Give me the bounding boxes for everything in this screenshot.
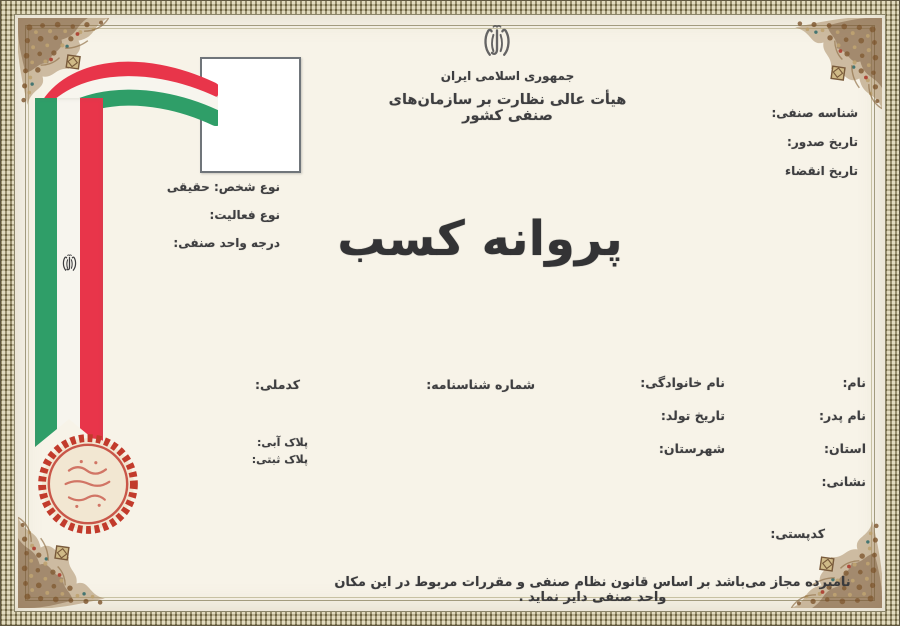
issue-fields xyxy=(771,106,858,193)
field-guild-id: شناسه صنفی: xyxy=(771,106,858,120)
document-title: پروانه کسب xyxy=(337,211,623,267)
field-family-name: نام خانوادگی: xyxy=(640,375,725,390)
field-person-type: نوع شخص: حقیقی xyxy=(166,180,280,194)
field-blue-plate: پلاک آبی: xyxy=(256,436,308,449)
entity-fields xyxy=(167,180,280,264)
field-address: نشانی: xyxy=(821,474,866,489)
red-seal-stamp xyxy=(32,428,144,540)
field-activity-type: نوع فعالیت: xyxy=(209,208,280,222)
field-province: استان: xyxy=(823,441,866,456)
field-expiry-date: تاریخ انقضاء xyxy=(785,164,858,178)
field-name: نام: xyxy=(842,375,866,390)
country-title: جمهوری اسلامی ایران xyxy=(440,69,575,83)
allah-emblem-icon xyxy=(60,252,79,276)
footer-statement: نامبرده مجاز می‌باشد بر اساس قانون نظام صنفی و مقررات مربوط در این مکان واحد صنفی دایر نماید . xyxy=(334,575,851,605)
plate-fields xyxy=(252,437,308,471)
holder-fields-id xyxy=(426,378,535,411)
allah-emblem-icon xyxy=(479,23,515,63)
field-father-name: نام پدر: xyxy=(818,408,866,423)
document-header xyxy=(370,69,645,124)
field-birth-date: تاریخ تولد: xyxy=(660,408,725,423)
field-national-code: کدملی: xyxy=(255,377,300,392)
field-registry-plate: پلاک ثبتی: xyxy=(251,453,308,466)
holder-fields-right xyxy=(819,376,866,508)
authority-title: هیأت عالی نظارت بر سازمان‌های صنفی کشور xyxy=(388,92,627,124)
field-unit-grade: درجه واحد صنفی: xyxy=(173,236,280,250)
field-issue-date: تاریخ صدور: xyxy=(787,135,858,149)
field-id-number: شماره شناسنامه: xyxy=(426,377,535,392)
holder-fields-middle xyxy=(640,376,725,475)
field-county: شهرستان: xyxy=(658,441,725,456)
holder-fields-left xyxy=(255,378,300,411)
field-postal-code: کدپستی: xyxy=(770,526,825,541)
certificate-paper xyxy=(15,15,885,611)
